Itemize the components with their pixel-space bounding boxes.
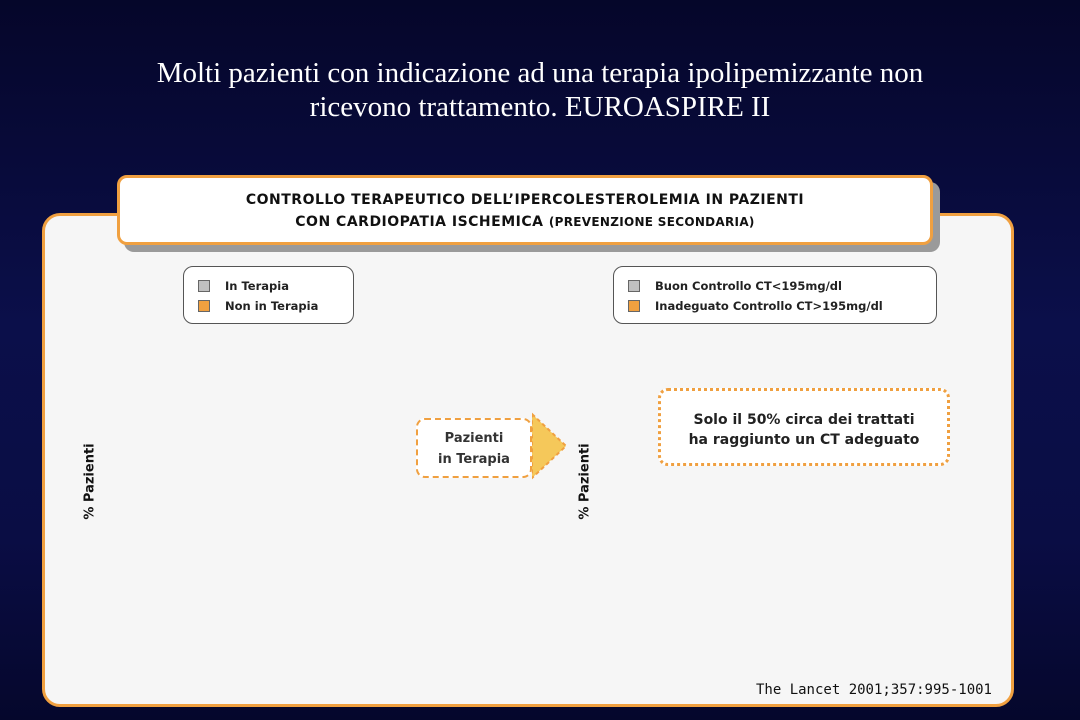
arrow-right-icon: [532, 412, 568, 480]
slide-title: [60, 56, 1020, 124]
header-line-2-main: CON CARDIOPATIA ISCHEMICA: [295, 214, 549, 230]
legend-label: In Terapia: [225, 279, 289, 293]
header-line-2: [120, 211, 930, 233]
note-line-1: Solo il 50% circa dei trattati: [693, 412, 915, 428]
left-y-axis-label: % Pazienti: [82, 443, 98, 520]
header-line-1: CONTROLLO TERAPEUTICO DELL’IPERCOLESTEROLEMIA IN PAZIENTI: [245, 192, 805, 208]
legend-treatment: [183, 266, 354, 324]
legend-swatch-grey: [628, 280, 640, 292]
legend-label: Buon Controllo CT<195mg/dl: [655, 279, 842, 293]
title-line-2: ricevono trattamento. EUROASPIRE II: [309, 91, 771, 123]
patients-in-therapy-callout: [416, 418, 532, 478]
header-line-2-sub: (PREVENZIONE SECONDARIA): [548, 215, 755, 229]
legend-swatch-orange: [628, 300, 640, 312]
note-box: [658, 388, 950, 466]
legend-label: Inadeguato Controllo CT>195mg/dl: [655, 299, 883, 313]
legend-label: Non in Terapia: [225, 299, 319, 313]
legend-item: [628, 298, 883, 314]
legend-item: [628, 278, 842, 294]
callout-line-1: Pazienti: [444, 431, 504, 446]
section-header: [117, 175, 933, 245]
citation: The Lancet 2001;357:995-1001: [755, 682, 992, 698]
legend-swatch-grey: [198, 280, 210, 292]
legend-control: [613, 266, 937, 324]
legend-swatch-orange: [198, 300, 210, 312]
legend-item: [198, 298, 318, 314]
right-y-axis-label: % Pazienti: [577, 443, 593, 520]
note-line-2: ha raggiunto un CT adeguato: [688, 432, 920, 448]
legend-item: [198, 278, 289, 294]
title-line-1: Molti pazienti con indicazione ad una terapia ipolipemizzante non: [156, 57, 924, 89]
callout-line-2: in Terapia: [438, 452, 510, 467]
